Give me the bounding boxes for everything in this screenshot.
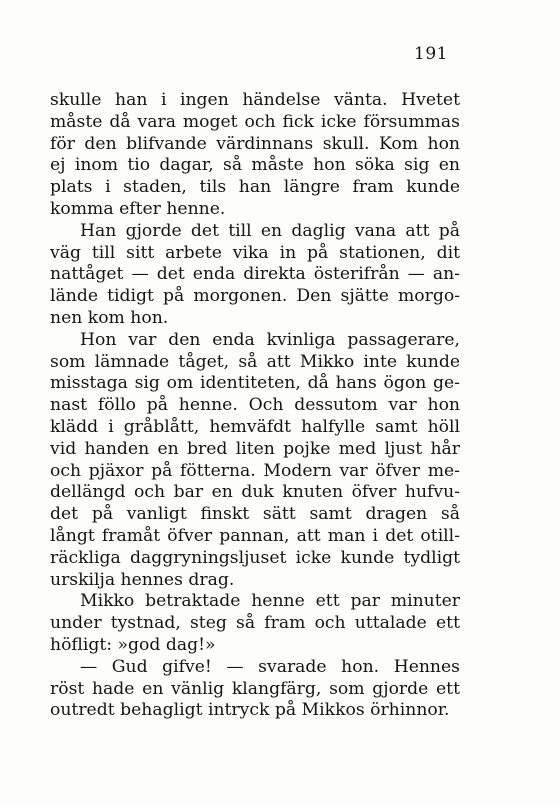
text-line: outredt behagligt intryck på Mikkos örhinnor. bbox=[50, 700, 450, 721]
text-line: höfligt: »god dag!» bbox=[50, 634, 216, 655]
text-line: misstaga sig om identiteten, då hans ögon ge- bbox=[50, 373, 460, 394]
text-line: nen kom hon. bbox=[50, 307, 169, 328]
text-line: det på vanligt finskt sätt samt dragen så bbox=[50, 504, 460, 525]
text-line: dellängd och bar en duk knuten öfver hufvu- bbox=[50, 482, 460, 503]
text-line: Hon var den enda kvinliga passagerare, bbox=[80, 329, 460, 350]
text-line: för den blifvande värdinnans skull. Kom hon bbox=[50, 133, 460, 154]
text-line: Mikko betraktade henne ett par minuter bbox=[80, 591, 460, 612]
body-text bbox=[50, 90, 460, 722]
text-line: nattåget — det enda direkta österifrån — an- bbox=[50, 264, 460, 285]
text-line: Han gjorde det till en daglig vana att på bbox=[80, 220, 460, 241]
page-number: 191 bbox=[414, 44, 448, 64]
text-line: långt framåt öfver pannan, att man i det otill- bbox=[50, 525, 460, 546]
text-line: lände tidigt på morgonen. Den sjätte morgo- bbox=[50, 286, 460, 307]
text-line: komma efter henne. bbox=[50, 198, 226, 219]
text-line: räckliga daggryningsljuset icke kunde tydligt bbox=[50, 547, 460, 568]
text-line: klädd i gråblått, hemväfdt halfylle samt höll bbox=[50, 416, 460, 437]
text-line: plats i staden, tils han längre fram kunde bbox=[50, 177, 460, 198]
text-line: skulle han i ingen händelse vänta. Hvetet bbox=[50, 90, 460, 110]
text-line: röst hade en vänlig klangfärg, som gjorde ett bbox=[50, 678, 460, 699]
text-line: vid handen en bred liten pojke med ljust hår bbox=[50, 438, 460, 459]
text-line: som lämnade tåget, så att Mikko inte kunde bbox=[50, 351, 460, 372]
text-line: urskilja hennes drag. bbox=[50, 569, 235, 590]
text-line: och pjäxor på fötterna. Modern var öfver me- bbox=[50, 460, 460, 481]
text-line: under tystnad, steg så fram och uttalade ett bbox=[50, 613, 460, 634]
text-line: — Gud gifve! — svarade hon. Hennes bbox=[80, 656, 460, 677]
text-line: väg till sitt arbete vika in på stationen, dit bbox=[50, 242, 460, 263]
text-line: ej inom tio dagar, så måste hon söka sig en bbox=[50, 155, 460, 176]
text-line: måste då vara moget och fick icke försummas bbox=[50, 111, 460, 132]
text-line: nast föllo på henne. Och dessutom var hon bbox=[50, 395, 460, 416]
